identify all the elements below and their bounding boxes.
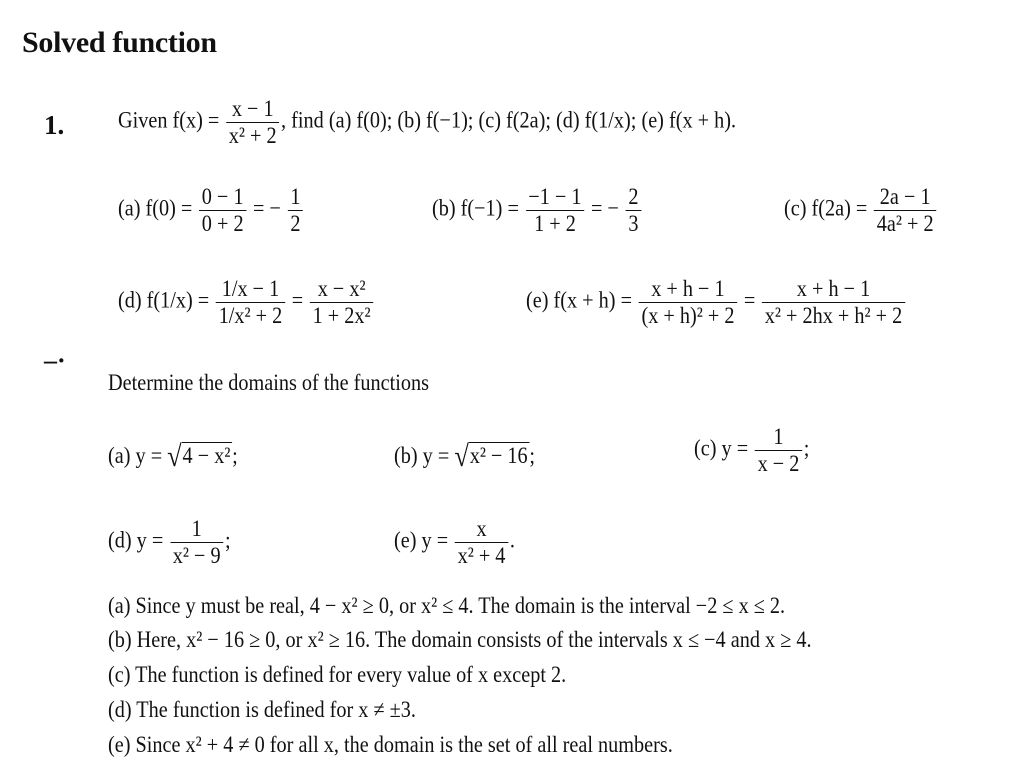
problem-number: 1. (44, 110, 65, 140)
problem-1-statement (118, 96, 736, 149)
solution-lhs: (e) f(x + h) = (526, 287, 632, 313)
solution-1c (784, 184, 938, 237)
equals-sign: = − (591, 195, 619, 221)
radicand: x² − 16 (469, 443, 528, 468)
fraction-numerator: 1 (170, 516, 223, 543)
function-2c (694, 424, 809, 477)
fraction-numerator: x − 1 (226, 96, 279, 123)
fraction (199, 184, 246, 237)
fraction-numerator: 0 − 1 (199, 184, 246, 211)
solution-1a (118, 184, 305, 237)
solution-2b: (b) Here, x² − 16 ≥ 0, or x² ≥ 16. The domain consists of the intervals x ≤ −4 and x ≥ 4. (108, 627, 812, 652)
solution-2c: (c) The function is defined for every value of x except 2. (108, 662, 567, 687)
fraction-denominator: x − 2 (757, 450, 800, 476)
function-lhs: (d) y = (108, 527, 164, 553)
sqrt-icon: √ (167, 440, 182, 473)
equals-sign: = − (253, 195, 281, 221)
solution-1e (526, 276, 907, 329)
fraction-denominator: 2 (290, 210, 301, 236)
punctuation: ; (232, 443, 238, 468)
function-2e (394, 516, 515, 569)
fraction-denominator: x² − 9 (172, 542, 221, 568)
fraction-denominator: 4a² + 2 (876, 210, 934, 236)
fraction-numerator: x (455, 516, 508, 543)
punctuation: ; (529, 443, 536, 468)
fraction (874, 184, 936, 237)
fraction (170, 516, 223, 569)
fraction (526, 184, 584, 237)
fraction-denominator: 1 + 2x² (312, 302, 371, 328)
fraction (310, 276, 373, 329)
fraction-numerator: 1 (755, 424, 802, 451)
fraction-denominator: 3 (628, 210, 639, 236)
problem-marker: –· (44, 346, 66, 375)
fraction-numerator: −1 − 1 (526, 184, 584, 211)
solution-2a: (a) Since y must be real, 4 − x² ≥ 0, or x² ≤ 4. The domain is the interval −2 ≤ x ≤ 2. (108, 593, 786, 618)
fraction-denominator: 1 + 2 (534, 210, 576, 236)
fraction (288, 184, 303, 237)
function-lhs: (c) y = (694, 435, 749, 461)
function-lhs: (a) y = (108, 443, 163, 468)
given-suffix: , find (a) f(0); (b) f(−1); (c) f(2a); (d) f(1/x); (e) f(x + h). (281, 107, 737, 133)
fraction (762, 276, 905, 329)
fraction-numerator: 1/x − 1 (216, 276, 285, 303)
fraction-denominator: 1/x² + 2 (218, 302, 283, 328)
function-lhs: (e) y = (394, 527, 449, 553)
fraction-denominator: x² + 2 (228, 122, 277, 148)
punctuation: . (509, 527, 515, 553)
fraction-numerator: 1 (288, 184, 303, 211)
equals-sign: = (291, 287, 304, 313)
function-2d (108, 516, 231, 569)
problem-2-heading: Determine the domains of the functions (108, 370, 429, 395)
solution-lhs: (a) f(0) = (118, 195, 193, 221)
fraction-numerator: 2a − 1 (874, 184, 936, 211)
solution-lhs: (b) f(−1) = (432, 195, 519, 221)
function-2a (108, 440, 238, 474)
given-prefix: Given f(x) = (118, 107, 220, 133)
fraction-denominator: x² + 4 (457, 542, 506, 568)
punctuation: ; (803, 435, 810, 461)
sqrt-icon: √ (454, 440, 469, 473)
solution-lhs: (d) f(1/x) = (118, 287, 210, 313)
fraction-denominator: x² + 2hx + h² + 2 (764, 302, 903, 328)
fraction-numerator: 2 (626, 184, 641, 211)
function-lhs: (b) y = (394, 443, 450, 468)
solution-1d (118, 276, 375, 329)
given-fraction (226, 96, 279, 149)
radicand: 4 − x² (182, 443, 231, 468)
fraction-denominator: (x + h)² + 2 (641, 302, 735, 328)
fraction-numerator: x + h − 1 (762, 276, 905, 303)
fraction-numerator: x − x² (310, 276, 373, 303)
solution-2d: (d) The function is defined for x ≠ ±3. (108, 697, 416, 722)
fraction (639, 276, 737, 329)
fraction (755, 424, 802, 477)
fraction-numerator: x + h − 1 (639, 276, 737, 303)
solution-1b (432, 184, 643, 237)
fraction (455, 516, 508, 569)
fraction-denominator: 0 + 2 (201, 210, 244, 236)
page-title: Solved function (22, 26, 217, 59)
punctuation: ; (224, 527, 231, 553)
solution-lhs: (c) f(2a) = (784, 195, 868, 221)
function-2b (394, 440, 535, 474)
solution-2e: (e) Since x² + 4 ≠ 0 for all x, the domain is the set of all real numbers. (108, 732, 673, 757)
fraction (216, 276, 285, 329)
fraction (626, 184, 641, 237)
equals-sign: = (743, 287, 756, 313)
